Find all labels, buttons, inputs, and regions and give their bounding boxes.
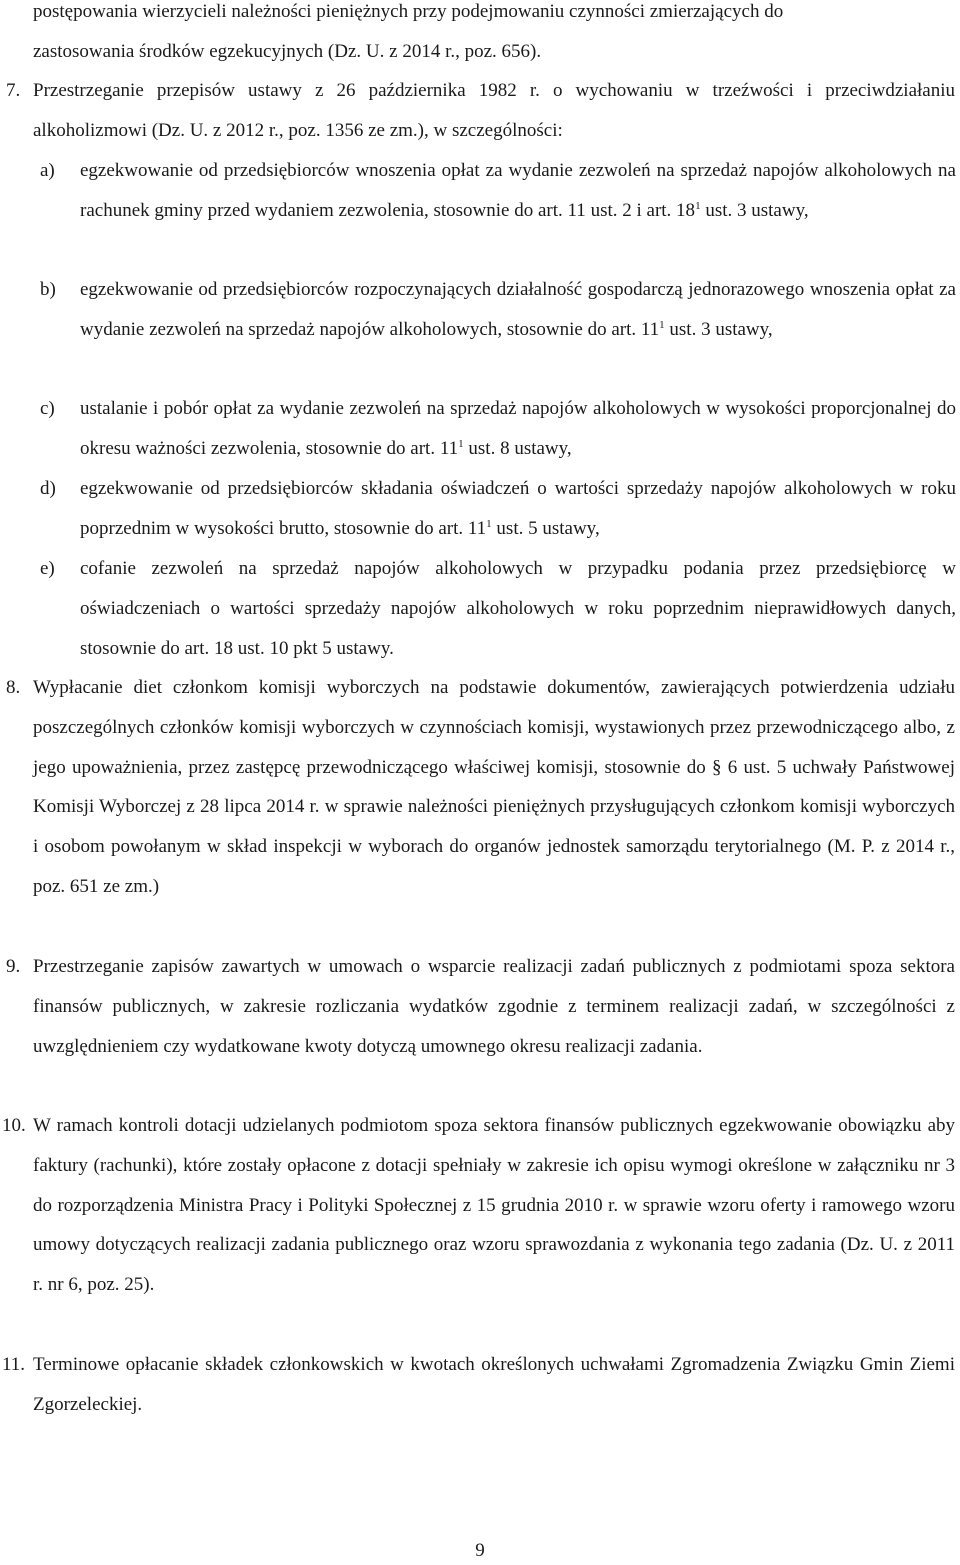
list-item-number: 11. bbox=[2, 1354, 26, 1375]
list-item-text: Terminowe opłacanie składek członkowskich w kwotach określonych uchwałami Zgromadzenia Związku Gmin Ziemi Zgorzeleckiej. bbox=[33, 1354, 955, 1415]
intro-continuation bbox=[33, 0, 955, 72]
intro-line-1: postępowania wierzycieli należności pieniężnych przy podejmowaniu czynności zmierzających do bbox=[33, 1, 784, 22]
list-item-number: 10. bbox=[2, 1115, 26, 1136]
sub-item-label: e) bbox=[40, 558, 55, 579]
list-item-text: Wypłacanie diet członkom komisji wyborczych na podstawie dokumentów, zawierających potwierdzenia udziału poszczególnych członków komisji wyborczych w czynnościach komisji, wystawionych przez przewodniczącego albo, z jego upoważnienia, przez zastępcę przewodniczącego właściwej komisji, stosownie do § 6 ust. 5 uchwały Państwowej Komisji Wyborczej z 28 lipca 2014 r. w sprawie należności pieniężnych przysługujących członkom komisji wyborczych i osobom powołanym w skład inspekcji w wyborach do organów jednostek samorządu terytorialnego (M. P. z 2014 r., poz. 651 ze zm.) bbox=[33, 677, 955, 897]
sub-item-e bbox=[40, 549, 956, 668]
sub-item-label: d) bbox=[40, 478, 56, 499]
sub-item-text: cofanie zezwoleń na sprzedaż napojów alkoholowych w przypadku podania przez przedsiębiorcę w oświadczeniach o wartości sprzedaży napojów alkoholowych w roku poprzednim nieprawidłowych danych, stosownie do art. 18 ust. 10 pkt 5 ustawy. bbox=[80, 558, 956, 659]
sub-item-text: egzekwowanie od przedsiębiorców składania oświadczeń o wartości sprzedaży napojów alkoholowych w roku poprzednim w wysokości brutto, stosownie do art. $11^1$ ust. 5 ustawy, bbox=[80, 478, 956, 539]
list-item-number: 8. bbox=[6, 677, 21, 698]
list-item-10 bbox=[2, 1106, 955, 1305]
list-item-text: Przestrzeganie przepisów ustawy z 26 października 1982 r. o wychowaniu w trzeźwości i przeciwdziałaniu alkoholizmowi (Dz. U. z 2012 r., poz. 1356 ze zm.), w szczególności: bbox=[33, 80, 955, 141]
list-item-11 bbox=[2, 1345, 955, 1425]
list-item-text: W ramach kontroli dotacji udzielanych podmiotom spoza sektora finansów publicznych egzekwowanie obowiązku aby faktury (rachunki), które zostały opłacone z dotacji spełniały w zakresie ich opisu wymogi określone w załączniku nr 3 do rozporządzenia Ministra Pracy i Polityki Społecznej z 15 grudnia 2010 r. w sprawie wzoru oferty i ramowego wzoru umowy dotyczących realizacji zadania publicznego oraz wzoru sprawozdania z wykonania tego zadania (Dz. U. z 2011 r. nr 6, poz. 25). bbox=[33, 1115, 955, 1296]
sub-item-text: egzekwowanie od przedsiębiorców wnoszenia opłat za wydanie zezwoleń na sprzedaż napojów alkoholowych na rachunek gminy przed wydaniem zezwolenia, stosownie do art. 11 ust. 2 i art. $18^1$ ust. 3 ustawy, bbox=[80, 160, 956, 221]
sub-item-label: c) bbox=[40, 398, 55, 419]
list-item-7 bbox=[6, 71, 955, 151]
sub-item-a bbox=[40, 151, 956, 231]
list-item-text: Przestrzeganie zapisów zawartych w umowach o wsparcie realizacji zadań publicznych z podmiotami spoza sektora finansów publicznych, w zakresie rozliczania wydatków zgodnie z terminem realizacji zadań, w szczególności z uwzględnieniem czy wydatkowane kwoty dotyczą umownego okresu realizacji zadania. bbox=[33, 956, 955, 1057]
sub-item-text: ustalanie i pobór opłat za wydanie zezwoleń na sprzedaż napojów alkoholowych w wysokości proporcjonalnej do okresu ważności zezwolenia, stosownie do art. $11^1$ ust. 8 ustawy, bbox=[80, 398, 956, 459]
sub-item-c bbox=[40, 389, 956, 469]
list-item-number: 9. bbox=[6, 956, 21, 977]
sub-item-text: egzekwowanie od przedsiębiorców rozpoczynających działalność gospodarczą jednorazowego wnoszenia opłat za wydanie zezwoleń na sprzedaż napojów alkoholowych, stosownie do art. $11^1$ ust. 3 ustawy, bbox=[80, 279, 956, 340]
sub-item-d bbox=[40, 469, 956, 549]
list-item-number: 7. bbox=[6, 80, 21, 101]
sub-item-b bbox=[40, 270, 956, 350]
list-item-9 bbox=[6, 947, 955, 1066]
list-item-8 bbox=[6, 668, 955, 907]
sub-item-label: b) bbox=[40, 279, 56, 300]
sub-item-label: a) bbox=[40, 160, 55, 181]
page-number: 9 bbox=[475, 1540, 485, 1561]
intro-line-2: zastosowania środków egzekucyjnych (Dz. U. z 2014 r., poz. 656). bbox=[33, 40, 542, 62]
